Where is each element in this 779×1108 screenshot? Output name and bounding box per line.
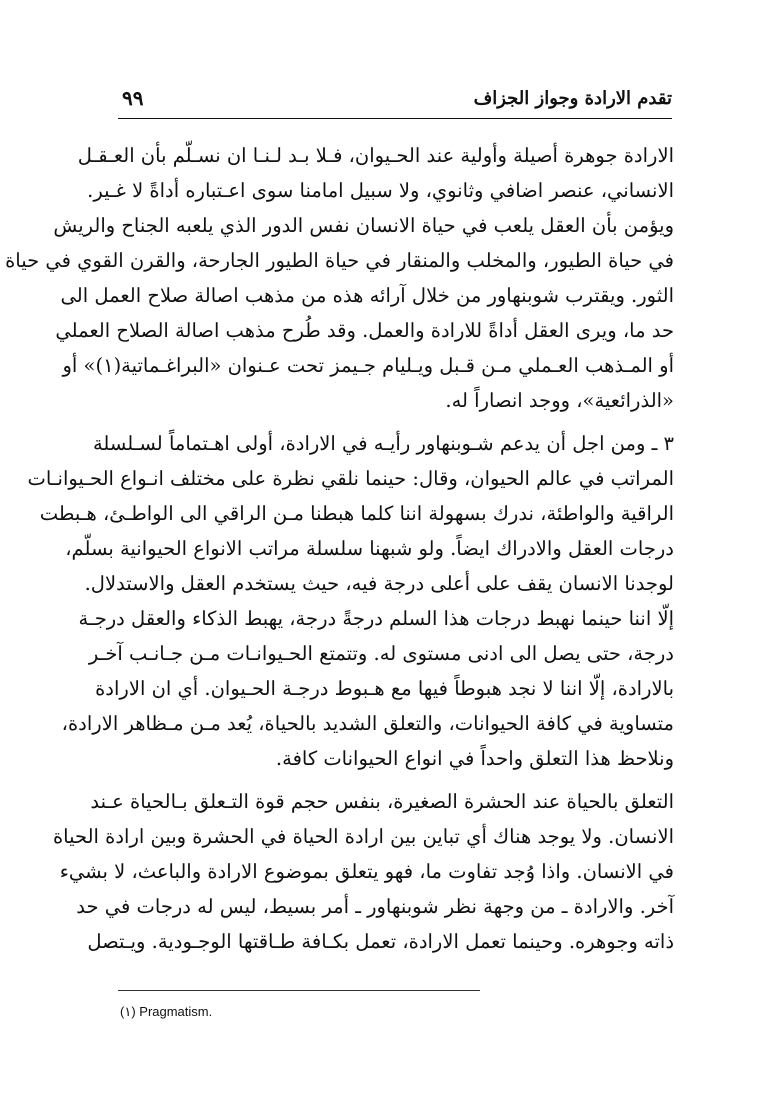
paragraph <box>5 138 674 418</box>
text-line: في الانسان. واذا وُجد تفاوت ما، فهو يتعلق بموضوع الارادة والباعث، لا بشيء <box>59 860 674 883</box>
text-line: بالارادة، إلّا اننا لا نجد هبوطاً فيها مع هـبوط درجـة الحـيوان. أي ان الارادة <box>95 677 674 700</box>
page-number: ٩٩ <box>122 86 144 110</box>
text-line: الانساني، عنصر اضافي وثانوي، ولا سبيل امامنا سوى اعـتباره أداةً لا غـير. <box>87 179 674 202</box>
text-line: آخر. والارادة ـ من وجهة نظر شوبنهاور ـ أمر بسيط، ليس له درجات في حد <box>76 895 674 918</box>
body-text <box>5 138 674 959</box>
text-line: الثور. ويقترب شوبنهاور من خلال آرائه هذه من مذهب اصالة صلاح العمل الى <box>60 284 674 307</box>
footnote: (١) Pragmatism. <box>120 1004 213 1019</box>
text-line: الارادة جوهرة أصيلة وأولية عند الحـيوان، فـلا بـد لـنـا ان نسـلّم بأن العـقـل <box>77 144 674 167</box>
text-line: درجة، حتى يصل الى ادنى مستوى له. وتتمتع الحـيوانـات مـن جـانـب آخـر <box>88 642 674 665</box>
text-line: ونلاحظ هذا التعلق واحداً في انواع الحيوانات كافة. <box>275 747 674 770</box>
text-line: الراقية والواطئة، ندرك بسهولة اننا كلما هبطنا مـن الراقي الى الواطـئ، هـبطت <box>39 502 674 525</box>
header-rule <box>118 118 672 119</box>
paragraph-gap <box>118 418 674 426</box>
text-line: درجات العقل والادراك ايضاً. ولو شبهنا سلسلة مراتب الانواع الحيوانية بسلّم، <box>65 537 674 560</box>
text-line: متساوية في كافة الحيوانات، والتعلق الشديد بالحياة، يُعد مـن مـظاهر الارادة، <box>61 712 674 735</box>
text-line: التعلق بالحياة عند الحشرة الصغيرة، بنفس حجم قوة التـعلق بـالحياة عـند <box>90 790 674 813</box>
text-line: لوجدنا الانسان يقف على أعلى درجة فيه، حيث يستخدم العقل والاستدلال. <box>84 572 674 595</box>
running-header <box>118 86 672 116</box>
paragraph <box>52 784 674 959</box>
text-line: ويؤمن بأن العقل يلعب في حياة الانسان نفس الدور الذي يلعبه الجناح والريش <box>53 214 674 237</box>
text-line: في حياة الطيور، والمخلب والمنقار في حياة الطيور الجارحة، والقرن القوي في حياة <box>5 249 674 272</box>
paragraph-gap <box>118 776 674 784</box>
text-line: إلّا اننا حينما نهبط درجات هذا السلم درجةً درجة، يهبط الذكاء والعقل درجـة <box>78 607 674 630</box>
text-line: حد ما، ويرى العقل أداةً للارادة والعمل. وقد طُرح مذهب اصالة الصلاح العملي <box>55 319 674 342</box>
text-line: ذاته وجوهره. وحينما تعمل الارادة، تعمل بكـافة طـاقتها الوجـودية. ويـتصل <box>87 930 674 953</box>
text-line: المراتب في عالم الحيوان، وقال: حينما نلقي نظرة على مختلف انـواع الحـيوانـات <box>27 467 674 490</box>
text-line: ٣ ـ ومن اجل أن يدعم شـوبنهاور رأيـه في الارادة، أولى اهـتماماً لسـلسلة <box>92 432 674 455</box>
text-line: الانسان. ولا يوجد هناك أي تباين بين ارادة الحياة في الحشرة وبين ارادة الحياة <box>52 825 674 848</box>
text-line: «الذرائعية»، ووجد انصاراً له. <box>445 389 674 412</box>
text-line: أو المـذهب العـملي مـن قـبل ويـليام جـيمز تحت عـنوان «البراغـماتية(١)» أو <box>62 354 674 377</box>
chapter-title: تقدم الارادة وجواز الجزاف <box>473 88 672 109</box>
paragraph <box>27 426 674 776</box>
footnote-rule <box>118 990 480 991</box>
